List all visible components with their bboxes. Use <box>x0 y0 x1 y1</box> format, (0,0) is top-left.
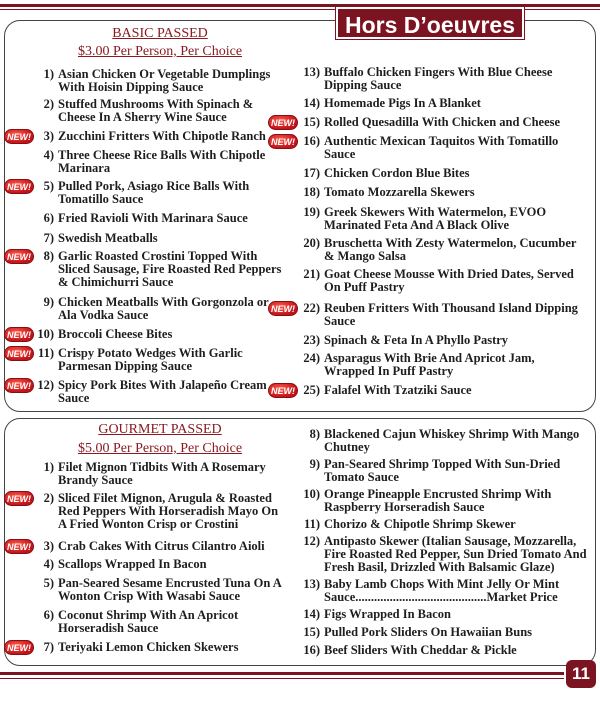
menu-item <box>36 232 286 245</box>
menu-item <box>36 68 286 94</box>
menu-item <box>298 535 588 574</box>
menu-item-text: Scallops Wrapped In Bacon <box>58 557 207 571</box>
new-badge-icon: NEW! <box>268 383 298 398</box>
menu-item-number: 18) <box>303 185 320 199</box>
menu-item-text: Chorizo & Chipotle Shrimp Skewer <box>324 517 516 531</box>
menu-item-text: Coconut Shrimp With An Apricot Horseradish Sauce <box>58 608 239 635</box>
menu-item-number: 6) <box>43 608 54 622</box>
menu-item-number: 15) <box>303 115 320 129</box>
menu-item <box>36 328 286 341</box>
menu-item-number: 11) <box>38 346 54 360</box>
menu-item <box>298 626 588 639</box>
menu-item <box>298 237 588 263</box>
menu-item-text: Homemade Pigs In A Blanket <box>324 96 481 110</box>
menu-item <box>298 116 588 129</box>
menu-item-text: Chicken Cordon Blue Bites <box>324 166 470 180</box>
menu-item-number: 22) <box>303 301 320 315</box>
menu-item-number: 20) <box>303 236 320 250</box>
menu-item <box>36 212 286 225</box>
menu-item-text: Fried Ravioli With Marinara Sauce <box>58 211 248 225</box>
menu-item <box>298 97 588 110</box>
new-badge-icon: NEW! <box>4 179 34 194</box>
basic-section-price: $3.00 Per Person, Per Choice <box>77 44 243 59</box>
menu-item-text: Rolled Quesadilla With Chicken and Cheese <box>324 115 561 129</box>
menu-item <box>36 577 286 603</box>
menu-item <box>36 98 286 124</box>
menu-item-number: 3) <box>43 129 54 143</box>
menu-item-number: 10) <box>37 327 54 341</box>
menu-item-number: 19) <box>303 205 320 219</box>
menu-item-number: 2) <box>43 97 54 111</box>
menu-item-number: 12) <box>37 378 54 392</box>
menu-item-text: Figs Wrapped In Bacon <box>324 607 452 621</box>
menu-item-number: 9) <box>43 295 54 309</box>
new-badge-icon: NEW! <box>268 301 298 316</box>
menu-item-number: 5) <box>43 179 54 193</box>
menu-item <box>36 641 286 654</box>
menu-item-number: 16) <box>303 134 320 148</box>
menu-item-number: 12) <box>303 534 320 548</box>
menu-item-text: Falafel With Tzatziki Sauce <box>324 383 472 397</box>
menu-item-text: Baby Lamb Chops With Mint Jelly Or Mint Sauce..........................................Market Price <box>324 577 560 604</box>
menu-item-number: 13) <box>303 65 320 79</box>
menu-item-text: Teriyaki Lemon Chicken Skewers <box>58 640 239 654</box>
menu-item-number: 23) <box>303 333 320 347</box>
bottom-rule-thin <box>0 678 564 679</box>
menu-item <box>36 540 286 553</box>
menu-item-text: Tomato Mozzarella Skewers <box>324 185 475 199</box>
menu-item <box>298 186 588 199</box>
menu-item-text: Goat Cheese Mousse With Dried Dates, Served On Puff Pastry <box>324 267 574 294</box>
menu-item <box>36 296 286 322</box>
menu-item-text: Asparagus With Brie And Apricot Jam, Wrapped In Puff Pastry <box>324 351 535 378</box>
menu-item-text: Swedish Meatballs <box>58 231 158 245</box>
menu-item <box>298 206 588 232</box>
menu-item-text: Crispy Potato Wedges With Garlic Parmesan Dipping Sauce <box>58 346 243 373</box>
new-badge-icon: NEW! <box>268 115 298 130</box>
menu-item-text: Beef Sliders With Cheddar & Pickle <box>324 643 517 657</box>
new-badge-icon: NEW! <box>4 491 34 506</box>
menu-item <box>36 609 286 635</box>
menu-item-text: Bruschetta With Zesty Watermelon, Cucumber & Mango Salsa <box>324 236 577 263</box>
menu-item-number: 16) <box>303 643 320 657</box>
menu-item-text: Stuffed Mushrooms With Spinach & Cheese In A Sherry Wine Sauce <box>58 97 254 124</box>
menu-item-text: Spinach & Feta In A Phyllo Pastry <box>324 333 509 347</box>
new-badge-icon: NEW! <box>4 539 34 554</box>
menu-item-text: Spicy Pork Bites With Jalapeño Cream Sauce <box>58 378 267 405</box>
new-badge-icon: NEW! <box>4 640 34 655</box>
new-badge-icon: NEW! <box>268 134 298 149</box>
menu-item-text: Reuben Fritters With Thousand Island Dipping Sauce <box>324 301 578 328</box>
new-badge-icon: NEW! <box>4 129 34 144</box>
menu-item-text: Pan-Seared Sesame Encrusted Tuna On A Wonton Crisp With Wasabi Sauce <box>58 576 282 603</box>
new-badge-icon: NEW! <box>4 249 34 264</box>
menu-item <box>36 250 286 289</box>
menu-item-number: 4) <box>43 148 54 162</box>
new-badge-icon: NEW! <box>4 378 34 393</box>
menu-item <box>36 130 286 143</box>
menu-item-number: 10) <box>303 487 320 501</box>
gourmet-section-title: GOURMET PASSED <box>98 422 222 437</box>
menu-item-text: Pulled Pork Sliders On Hawaiian Buns <box>324 625 533 639</box>
menu-item-number: 4) <box>43 557 54 571</box>
menu-item <box>36 492 286 531</box>
menu-item-number: 14) <box>303 607 320 621</box>
menu-item <box>298 167 588 180</box>
menu-item <box>298 644 588 657</box>
menu-item <box>298 268 588 294</box>
menu-item <box>36 558 286 571</box>
menu-item-text: Garlic Roasted Crostini Topped With Sliced Sausage, Fire Roasted Red Peppers & Chimichurri Sauce <box>58 249 282 289</box>
menu-item <box>298 428 588 454</box>
menu-item-number: 2) <box>43 491 54 505</box>
menu-item <box>36 347 286 373</box>
menu-item-number: 1) <box>43 67 54 81</box>
menu-item <box>298 384 588 397</box>
menu-item-text: Pulled Pork, Asiago Rice Balls With Tomatillo Sauce <box>58 179 250 206</box>
menu-item-number: 6) <box>43 211 54 225</box>
menu-item <box>298 135 588 161</box>
menu-item <box>298 302 588 328</box>
menu-item <box>298 488 588 514</box>
menu-item-text: Greek Skewers With Watermelon, EVOO Marinated Feta And A Black Olive <box>324 205 547 232</box>
menu-item-text: Antipasto Skewer (Italian Sausage, Mozzarella, Fire Roasted Red Pepper, Sun Dried Tomato And Fresh Basil, Drizzled With Balsamic Glaze) <box>324 534 587 574</box>
menu-item-text: Broccoli Cheese Bites <box>58 327 173 341</box>
page-number: 11 <box>566 660 596 688</box>
menu-item-text: Sliced Filet Mignon, Arugula & Roasted Red Peppers With Horseradish Mayo On A Fried Wonton Crisp or Crostini <box>58 491 279 531</box>
menu-item <box>36 379 286 405</box>
new-badge-icon: NEW! <box>4 327 34 342</box>
menu-item-number: 7) <box>43 640 54 654</box>
menu-item-number: 11) <box>304 517 320 531</box>
menu-item <box>298 334 588 347</box>
menu-item-number: 24) <box>303 351 320 365</box>
basic-section-title: BASIC PASSED <box>112 26 208 41</box>
menu-item-number: 14) <box>303 96 320 110</box>
menu-item-number: 25) <box>303 383 320 397</box>
menu-item-number: 7) <box>43 231 54 245</box>
menu-item <box>298 578 588 604</box>
menu-item-text: Zucchini Fritters With Chipotle Ranch <box>58 129 266 143</box>
menu-item-number: 21) <box>303 267 320 281</box>
gourmet-section-price: $5.00 Per Person, Per Choice <box>77 441 243 456</box>
bottom-rule <box>0 672 564 675</box>
menu-item <box>36 461 286 487</box>
menu-item-text: Crab Cakes With Citrus Cilantro Aioli <box>58 539 265 553</box>
menu-item-text: Filet Mignon Tidbits With A Rosemary Brandy Sauce <box>58 460 266 487</box>
menu-item-text: Blackened Cajun Whiskey Shrimp With Mango Chutney <box>324 427 580 454</box>
menu-item-number: 8) <box>43 249 54 263</box>
menu-item-text: Three Cheese Rice Balls With Chipotle Marinara <box>58 148 266 175</box>
menu-item-number: 17) <box>303 166 320 180</box>
menu-item-text: Orange Pineapple Encrusted Shrimp With Raspberry Horseradish Sauce <box>324 487 552 514</box>
menu-item-text: Pan-Seared Shrimp Topped With Sun-Dried Tomato Sauce <box>324 457 561 484</box>
menu-item <box>298 66 588 92</box>
menu-item-number: 8) <box>309 427 320 441</box>
menu-item-text: Buffalo Chicken Fingers With Blue Cheese Dipping Sauce <box>324 65 553 92</box>
menu-item <box>298 608 588 621</box>
menu-item-number: 9) <box>309 457 320 471</box>
menu-item <box>36 180 286 206</box>
menu-item <box>298 352 588 378</box>
page-title: Hors D’oeuvres <box>336 7 524 39</box>
menu-item-number: 1) <box>43 460 54 474</box>
menu-item-number: 5) <box>43 576 54 590</box>
menu-item <box>298 458 588 484</box>
menu-item <box>298 518 588 531</box>
menu-item-text: Asian Chicken Or Vegetable Dumplings With Hoisin Dipping Sauce <box>58 67 271 94</box>
menu-item-number: 3) <box>43 539 54 553</box>
menu-item-text: Chicken Meatballs With Gorgonzola or Ala Vodka Sauce <box>58 295 269 322</box>
menu-item-number: 15) <box>303 625 320 639</box>
menu-item-text: Authentic Mexican Taquitos With Tomatillo Sauce <box>324 134 559 161</box>
new-badge-icon: NEW! <box>4 346 34 361</box>
menu-item-number: 13) <box>303 577 320 591</box>
menu-item <box>36 149 286 175</box>
